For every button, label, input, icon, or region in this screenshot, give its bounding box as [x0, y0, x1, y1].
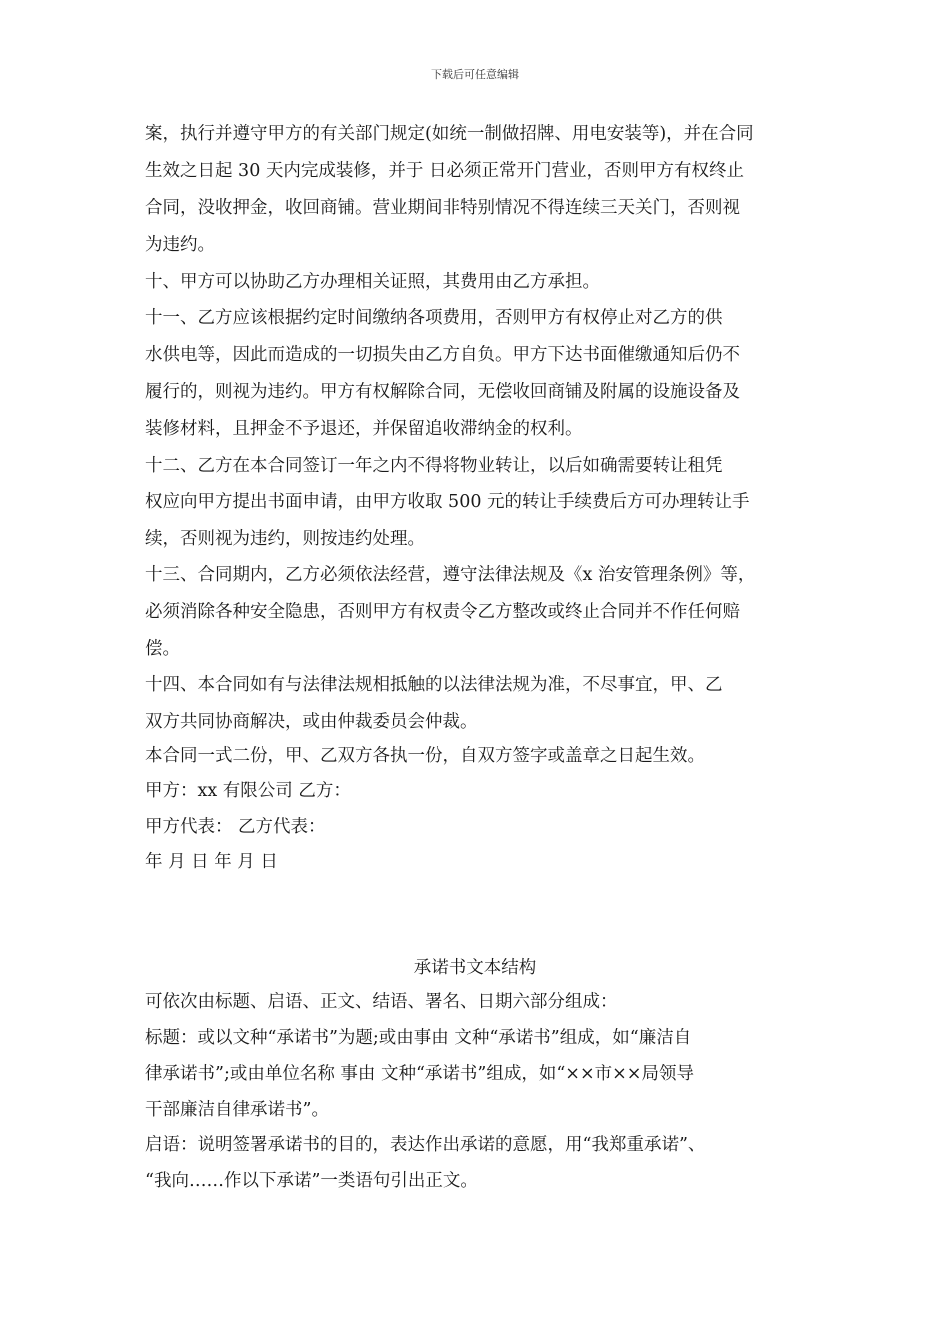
body-line: 合同，没收押金，收回商铺。营业期间非特别情况不得连续三天关门，否则视 — [145, 198, 740, 218]
clause-eleven: 十一、乙方应该根据约定时间缴纳各项费用，否则甲方有权停止对乙方的供 — [145, 308, 723, 328]
body-line: 双方共同协商解决，或由仲裁委员会仲裁。 — [145, 712, 478, 732]
date-line: 年 月 日 年 月 日 — [145, 852, 278, 872]
body-line: “我向……作以下承诺”一类语句引出正文。 — [145, 1171, 478, 1191]
body-line: 律承诺书”;或由单位名称 事由 文种“承诺书”组成，如“××市××局领导 — [145, 1064, 694, 1084]
body-line: 干部廉洁自律承诺书”。 — [145, 1100, 329, 1120]
body-line: 为违约。 — [145, 235, 215, 255]
page-header: 下载后可任意编辑 — [431, 68, 519, 81]
section-title: 承诺书文本结构 — [413, 958, 537, 978]
party-line: 甲方：xx 有限公司 乙方： — [145, 781, 351, 801]
body-line: 履行的，则视为违约。甲方有权解除合同，无偿收回商铺及附属的设施设备及 — [145, 382, 740, 402]
body-line: 装修材料，且押金不予退还，并保留追收滞纳金的权利。 — [145, 419, 583, 439]
body-line: 可依次由标题、启语、正文、结语、署名、日期六部分组成： — [145, 992, 618, 1012]
body-line: 启语：说明签署承诺书的目的，表达作出承诺的意愿，用“我郑重承诺”、 — [145, 1135, 706, 1155]
clause-thirteen: 十三、合同期内，乙方必须依法经营，遵守法律法规及《x 治安管理条例》等， — [145, 565, 756, 585]
body-line: 续，否则视为违约，则按违约处理。 — [145, 529, 425, 549]
representative-line: 甲方代表： 乙方代表： — [145, 817, 326, 837]
body-line: 标题：或以文种“承诺书”为题;或由事由 文种“承诺书”组成，如“廉洁自 — [145, 1028, 692, 1048]
body-line: 必须消除各种安全隐患，否则甲方有权责令乙方整改或终止合同并不作任何赔 — [145, 602, 740, 622]
body-line: 生效之日起 30 天内完成装修，并于 日必须正常开门营业，否则甲方有权终止 — [145, 161, 744, 181]
clause-fourteen: 十四、本合同如有与法律法规相抵触的以法律法规为准，不尽事宜，甲、乙 — [145, 675, 723, 695]
body-line: 案，执行并遵守甲方的有关部门规定(如统一制做招牌、用电安装等)，并在合同 — [145, 124, 754, 144]
clause-ten: 十、甲方可以协助乙方办理相关证照，其费用由乙方承担。 — [145, 272, 600, 292]
clause-twelve: 十二、乙方在本合同签订一年之内不得将物业转让，以后如确需要转让租凭 — [145, 456, 723, 476]
body-line: 偿。 — [145, 639, 180, 659]
body-line: 权应向甲方提出书面申请，由甲方收取 500 元的转让手续费后方可办理转让手 — [145, 492, 750, 512]
effective-clause: 本合同一式二份，甲、乙双方各执一份，自双方签字或盖章之日起生效。 — [145, 746, 705, 766]
body-line: 水供电等，因此而造成的一切损失由乙方自负。甲方下达书面催缴通知后仍不 — [145, 345, 740, 365]
